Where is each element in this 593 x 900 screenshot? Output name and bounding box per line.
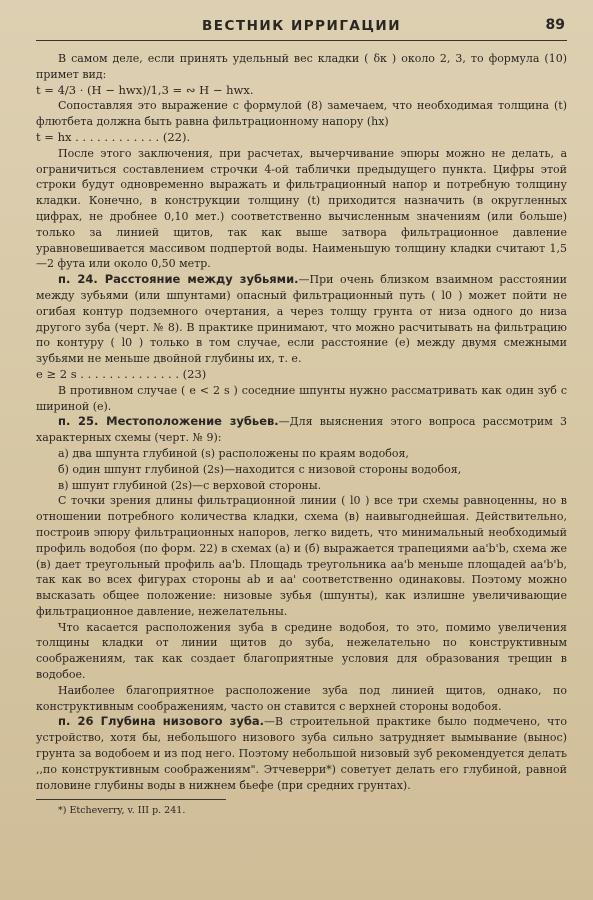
paragraph: С точки зрения длины фильтрационной линии ( l0 ) все три схемы равноценны, но в отношении потребного количества кладки, схема (в) наивыгоднейшая. Действительно, построив эпюру фильтрационных напоров, легко видеть, что минимальный необходимый профиль водобоя (по форм. 22) в схемах (а) и (б) выражается трапециями aa'b'b, схема же (в) дает треугольный профиль aa'b. Площадь треугольника aa'b меньше площадей aa'b'b, так как во всех фигурах стороны ab и aa' соответственно одинаковы. Поэтому можно высказать общее положение: низовые зубья (шпунты), как излишне увеличивающие фильтрационное давление, нежелательны. [36,494,567,618]
running-header [36,14,567,41]
footnote-divider [36,799,226,800]
section-heading: п. 24. Расстояние между зубьями. [58,272,299,287]
paragraph: После этого заключения, при расчетах, вычерчивание эпюры можно не делать, а ограничиться составлением строчки 4-ой таблички предыдущего пункта. Цифры этой строки будут одновременно выражать и фильтрационный напор и потребную толщину кладки. Конечно, в конструкции толщину (t) приходится назначить (в округленных цифрах, не дробнее 0,10 мет.) соответственно вычисленным значениям (или больше) только за линией щитов, так как выше затвора фильтрационное давление уравновешивается массивом подпертой воды. Наименьшую толщину кладки считают 1,5—2 фута или около 0,50 метр. [36,146,567,271]
formula-23: e ≥ 2 s . . . . . . . . . . . . . . (23) [36,366,207,381]
footnote: *) Etcheverry, v. III p. 241. [58,805,186,817]
paragraph: В самом деле, если принять удельный вес кладки ( δк ) около 2, 3, то формула (10) примет вид: [36,52,567,81]
section-26 [36,714,567,793]
section-25 [36,414,567,446]
list-item: в) шпунт глубиной (2s)—с верховой стороны. [58,478,322,492]
paragraph: В противном случае ( e < 2 s ) соседние шпунты нужно рассматривать как один зуб с шириной (е). [36,383,567,413]
journal-title: ВЕСТНИК ИРРИГАЦИИ [201,18,402,34]
paragraph: Что касается расположения зуба в средине водобоя, то это, помимо увеличения толщины кладки от линии щитов до зуба, нежелательно по конструктивным соображениям, так как создает благоприятные условия для образования трещин в водобое. [36,620,567,682]
section-heading: п. 25. Местоположение зубьев. [58,414,279,429]
formula: t = 4/3 · (H − hwx)/1,3 = ∾ H − hwx. [36,82,254,97]
formula-22: t = hx . . . . . . . . . . . . (22). [36,129,191,144]
paragraph: Сопоставляя это выражение с формулой (8) замечаем, что необходимая толщина (t) флютбета должна быть равна фильтрационному напору (hx) [36,99,567,129]
paragraph: Наиболее благоприятное расположение зуба под линией щитов, однако, по конструктивным соображениям, часто он ставится с верхней стороны водобоя. [36,683,567,713]
section-heading: п. 26 Глубина низового зуба. [58,714,264,729]
list-item: а) два шпунта глубиной (s) расположены по краям водобоя, [58,446,409,460]
section-text: —При очень близком взаимном расстоянии между зубьями (или шпунтами) опасный фильтрационный путь ( l0 ) может пойти не огибая контур подземного очертания, а через толщу грунта от низа одного до низа другого зуба (черт. № 8). В практике принимают, что можно расчитывать на фильтрацию по контуру ( l0 ) только в том случае, если расстояние (е) между двумя смежными зубьями не меньше двойной глубины их, т. е. [36,273,567,366]
section-text: —В строительной практике было подмечено, что устройство, хотя бы, небольшого низового зуба сильно затрудняет вымывание (вынос) грунта за водобоем и из под него. Поэтому небольшой низовый зуб рекомендуется делать ,,по конструктивным соображениям". Этчеверри*) советует делать его глубиной, равной половине глубины воды в нижнем бьефе (при средних грунтах). [36,715,567,792]
article-body [36,51,567,819]
section-24 [36,272,567,367]
page-number: 89 [545,17,565,33]
list-item: б) один шпунт глубиной (2s)—находится с низовой стороны водобоя, [58,462,462,476]
section-text: —Для выяснения этого вопроса рассмотрим 3 характерных схемы (черт. № 9): [36,415,567,445]
